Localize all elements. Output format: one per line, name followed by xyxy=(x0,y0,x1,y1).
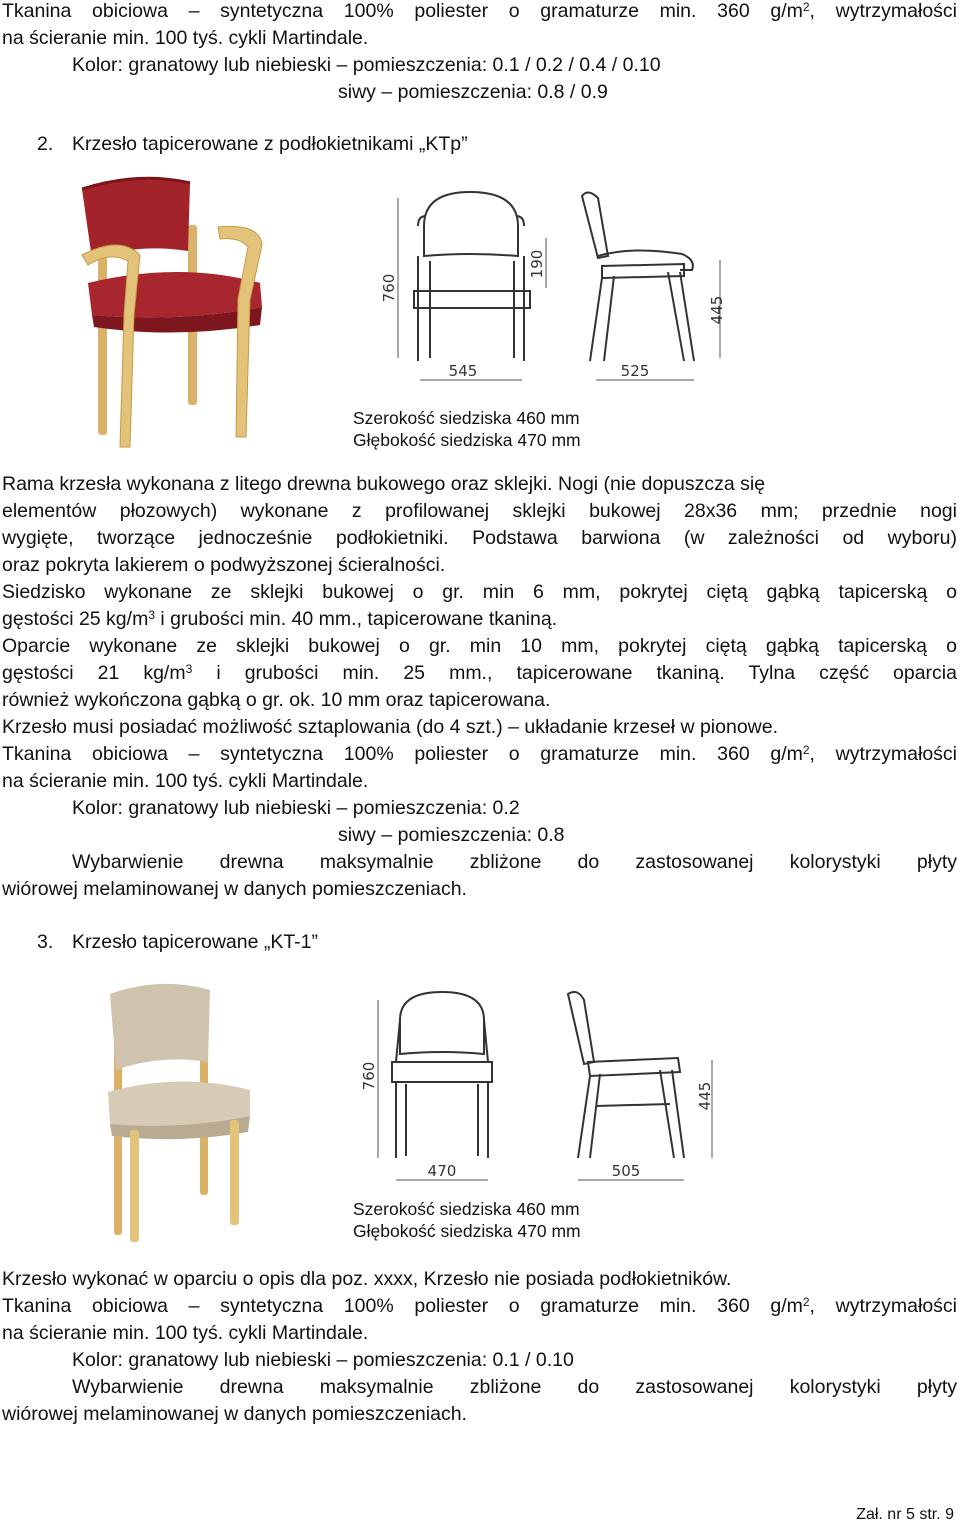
ktp-back-desc: Oparcie wykonane ze sklejki bukowej o gr. min 10 mm, pokrytej ciętą gąbką tapicerską o xyxy=(2,635,957,657)
fabric-spec-line-2: na ścieranie min. 100 tyś. cykli Martindale. xyxy=(2,27,369,49)
ktp-dim-height: 760 xyxy=(380,273,398,303)
section-2-number: 2. xyxy=(37,133,54,155)
ktp-seat-depth: Głębokość siedziska 470 mm xyxy=(353,430,581,450)
ktp-side-drawing xyxy=(572,186,732,396)
ktp-grey-spec: siwy – pomieszczenia: 0.8 xyxy=(338,824,565,846)
kt1-seat-width: Szerokość siedziska 460 mm xyxy=(353,1199,580,1219)
ktp-back-desc-2: gęstości 21 $kg/m^3$ i grubości min. 25 mm., tapicerowane tkaniną. Tylna część oparcia xyxy=(2,662,957,684)
ktp-seat-desc: Siedzisko wykonane ze sklejki bukowej o gr. min 6 mm, pokrytej ciętą gąbką tapicerską o xyxy=(2,581,957,603)
ktp-fabric-spec-2: na ścieranie min. 100 tyś. cykli Martindale. xyxy=(2,770,369,792)
ktp-dim-back: 190 xyxy=(528,249,546,279)
kt1-fabric-spec-2: na ścieranie min. 100 tyś. cykli Martindale. xyxy=(2,1322,369,1344)
section-2-heading: Krzesło tapicerowane z podłokietnikami „KTp” xyxy=(72,133,468,155)
ktp-seat-desc-2: gęstości 25 $kg/m^3$ i grubości min. 40 mm., tapicerowane tkaniną. xyxy=(2,608,558,630)
kt1-fabric-spec: Tkanina obiciowa – syntetyczna 100% poliester o gramaturze min. 360 $g/m^2$, wytrzymałości xyxy=(2,1295,957,1317)
ktp-back-desc-3: również wykończona gąbką o gr. ok. 10 mm oraz tapicerowana. xyxy=(2,689,551,711)
ktp-seat xyxy=(88,272,262,318)
ktp-stack-desc: Krzesło musi posiadać możliwość sztaplowania (do 4 szt.) – układanie krzeseł w pionowe. xyxy=(2,716,779,738)
kt1-seat-depth: Głębokość siedziska 470 mm xyxy=(353,1221,581,1241)
grey-spec: siwy – pomieszczenia: 0.8 / 0.9 xyxy=(338,81,608,103)
kt1-wood-spec: Wybarwienie drewna maksymalnie zbliżone do zastosowanej kolorystyki płyty xyxy=(72,1376,957,1398)
ktp-chair-photo xyxy=(70,175,280,450)
ktp-seat-width: Szerokość siedziska 460 mm xyxy=(353,408,580,428)
kt1-front-drawing xyxy=(356,986,526,1191)
kt1-wood-spec-2: wiórowej melaminowanej w danych pomieszczeniach. xyxy=(2,1403,467,1425)
kt1-color-spec: Kolor: granatowy lub niebieski – pomieszczenia: 0.1 / 0.10 xyxy=(72,1349,574,1371)
kt1-backrest xyxy=(110,984,210,1070)
ktp-desc-line: wygięte, tworzące jednocześnie podłokietniki. Podstawa barwiona (w zależności od wyboru) xyxy=(2,527,957,549)
section-3-heading: Krzesło tapicerowane „KT-1” xyxy=(72,931,319,953)
kt1-front-leg-left xyxy=(130,1130,139,1242)
ktp-color-spec: Kolor: granatowy lub niebieski – pomieszczenia: 0.2 xyxy=(72,797,520,819)
ktp-front-drawing xyxy=(374,186,564,396)
ktp-dim-depth: 525 xyxy=(620,362,650,380)
kt1-dim-depth: 505 xyxy=(611,1162,641,1180)
kt1-chair-photo xyxy=(100,980,260,1245)
ktp-fabric-spec: Tkanina obiciowa – syntetyczna 100% poliester o gramaturze min. 360 $g/m^2$, wytrzymałości xyxy=(2,743,957,765)
ktp-back-leg-left xyxy=(98,235,107,435)
kt1-side-drawing xyxy=(560,986,730,1191)
kt1-seat xyxy=(108,1081,250,1125)
ktp-desc-line: Rama krzesła wykonana z litego drewna bukowego oraz sklejki. Nogi (nie dopuszcza się xyxy=(2,473,766,495)
ktp-wood-spec: Wybarwienie drewna maksymalnie zbliżone do zastosowanej kolorystyki płyty xyxy=(72,851,957,873)
ktp-arm-left xyxy=(82,245,140,447)
fabric-spec-line: Tkanina obiciowa – syntetyczna 100% poliester o gramaturze min. 360 $g/m^2$, wytrzymałości xyxy=(2,0,957,22)
kt1-dim-width: 470 xyxy=(427,1162,457,1180)
ktp-wood-spec-2: wiórowej melaminowanej w danych pomieszczeniach. xyxy=(2,878,467,900)
ktp-desc-line: elementów płozowych) wykonane z profilowanej sklejki bukowej 28x36 mm; przednie nogi xyxy=(2,500,957,522)
kt1-front-leg-right xyxy=(230,1120,239,1225)
ktp-dim-width: 545 xyxy=(448,362,478,380)
ktp-backrest xyxy=(82,178,190,259)
kt1-desc: Krzesło wykonać w oparciu o opis dla poz. xxxx, Krzesło nie posiada podłokietników. xyxy=(2,1268,732,1290)
ktp-dim-seat-height: 445 xyxy=(708,295,726,325)
color-spec: Kolor: granatowy lub niebieski – pomieszczenia: 0.1 / 0.2 / 0.4 / 0.10 xyxy=(72,54,661,76)
kt1-dim-height: 760 xyxy=(360,1061,378,1091)
page-footer: Zał. nr 5 str. 9 xyxy=(856,1506,954,1523)
kt1-dim-seat-height: 445 xyxy=(696,1081,714,1111)
ktp-desc-line: oraz pokryta lakierem o podwyższonej ścieralności. xyxy=(2,554,446,576)
ktp-arm-right xyxy=(218,226,262,437)
section-3-number: 3. xyxy=(37,931,54,953)
